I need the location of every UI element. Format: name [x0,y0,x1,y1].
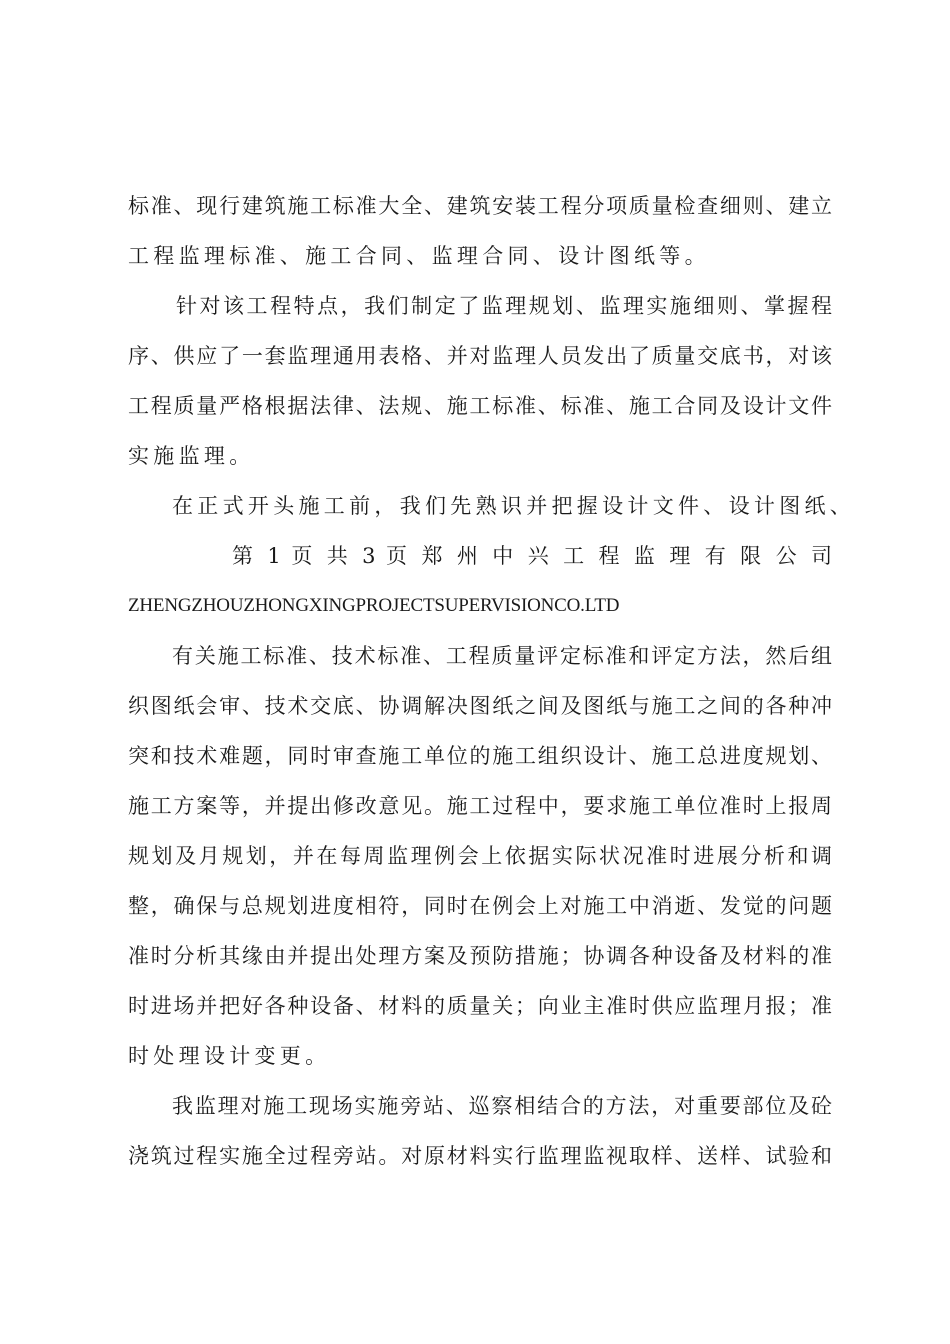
paragraph-line: 时进场并把好各种设备、材料的质量关；向业主准时供应监理月报；准 [128,994,832,1018]
paragraph-line: 整，确保与总规划进度相符，同时在例会上对施工中消逝、发觉的问题 [128,894,832,918]
paragraph-line: 工程质量严格根据法律、法规、施工标准、标准、施工合同及设计文件 [128,394,832,418]
paragraph-line: 时处理设计变更。 [128,1044,331,1068]
paragraph-line: 突和技术难题，同时审查施工单位的施工组织设计、施工总进度规划、 [128,744,832,768]
company-english-name: ZHENGZHOUZHONGXINGPROJECTSUPERVISIONCO.LTD [128,595,620,616]
paragraph-line: 织图纸会审、技术交底、协调解决图纸之间及图纸与施工之间的各种冲 [128,694,832,718]
paragraph-line: 准时分析其缘由并提出处理方案及预防措施；协调各种设备及材料的准 [128,944,832,968]
paragraph-line: 针对该工程特点，我们制定了监理规划、监理实施细则、掌握程 [176,294,832,318]
paragraph-line: 标准、现行建筑施工标准大全、建筑安装工程分项质量检查细则、建立 [128,194,832,218]
paragraph-line: 序、供应了一套监理通用表格、并对监理人员发出了质量交底书，对该 [128,344,832,368]
paragraph-line: 有关施工标准、技术标准、工程质量评定标准和评定方法，然后组 [172,644,832,668]
paragraph-line: 我监理对施工现场实施旁站、巡察相结合的方法，对重要部位及砼 [172,1094,832,1118]
paragraph-line: 施工方案等，并提出修改意见。施工过程中，要求施工单位准时上报周 [128,794,832,818]
paragraph-line: 实施监理。 [128,444,255,468]
paragraph-line: 浇筑过程实施全过程旁站。对原材料实行监理监视取样、送样、试验和 [128,1144,832,1168]
paragraph-line: 工程监理标准、施工合同、监理合同、设计图纸等。 [128,244,710,268]
page-number-company-line: 第 1 页 共 3 页 郑 州 中 兴 工 程 监 理 有 限 公 司 [232,544,832,568]
paragraph-line: 在正式开头施工前，我们先熟识并把握设计文件、设计图纸、 [172,494,856,518]
paragraph-line: 规划及月规划，并在每周监理例会上依据实际状况准时进展分析和调 [128,844,832,868]
